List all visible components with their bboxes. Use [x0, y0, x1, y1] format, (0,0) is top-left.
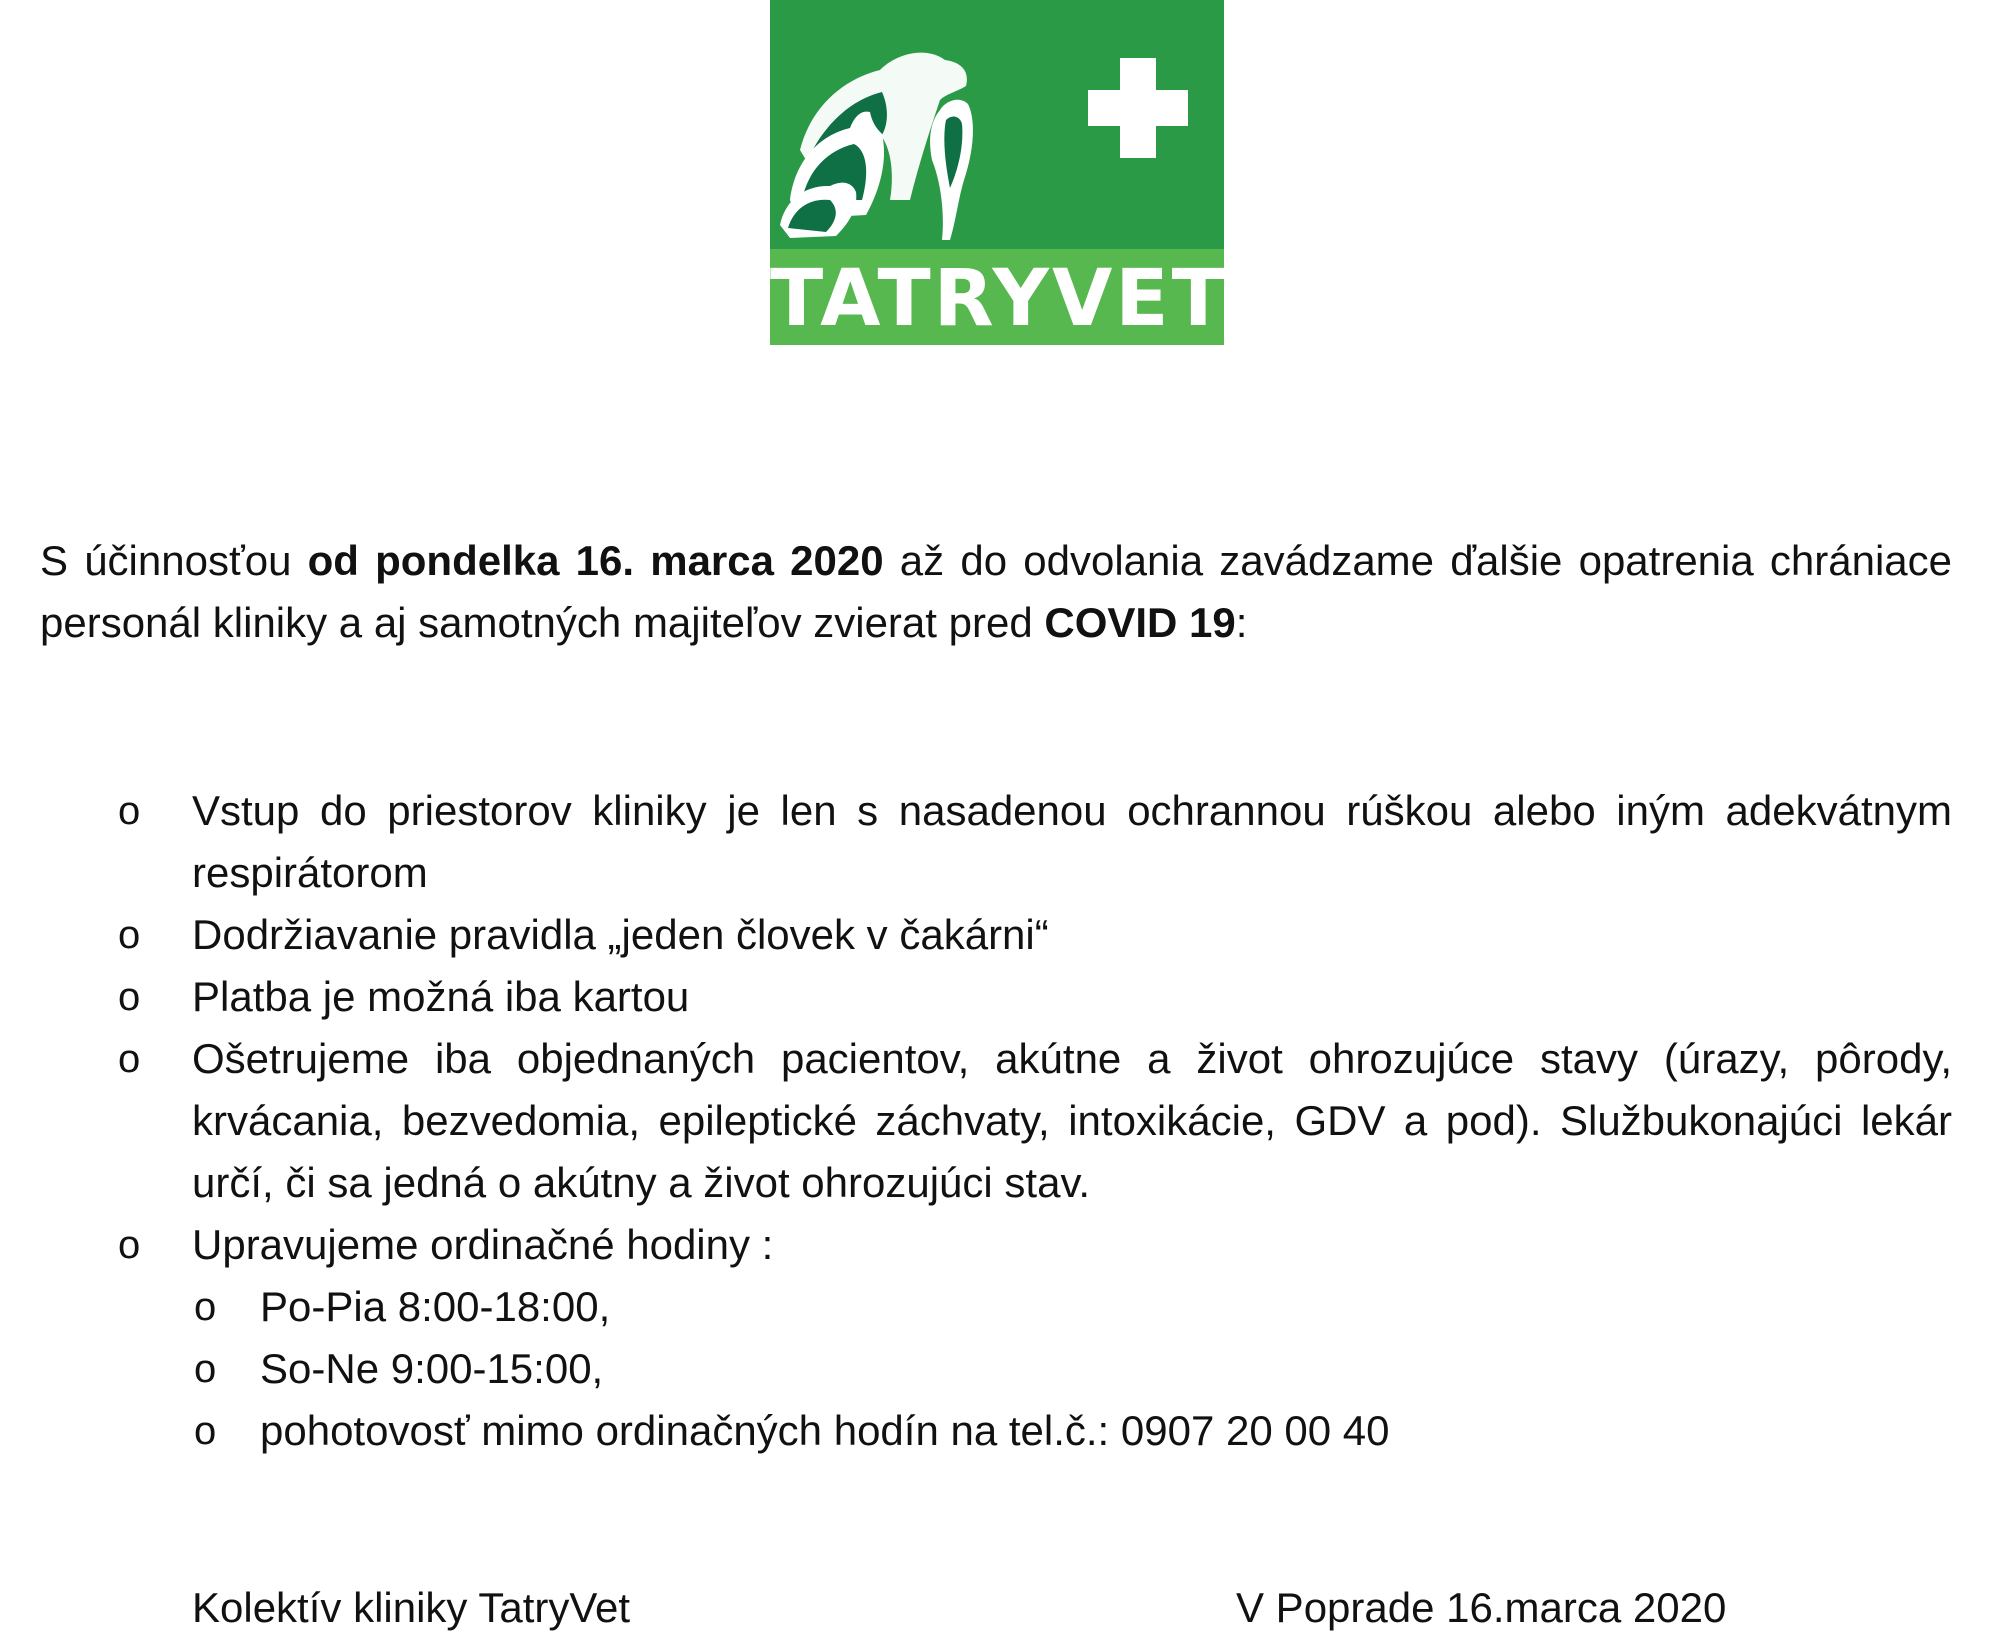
- medical-cross-icon: [1088, 58, 1188, 158]
- list-item: [118, 1028, 1952, 1214]
- measure-text: Platba je možná iba kartou: [192, 973, 690, 1020]
- intro-paragraph: [40, 530, 1952, 654]
- measure-text: Vstup do priestorov kliniky je len s nasadenou ochrannou rúškou alebo iným adekvátnym respirátorom: [192, 787, 1952, 896]
- measure-text: Dodržiavanie pravidla „jeden človek v čakárni“: [192, 911, 1049, 958]
- intro-text-1: S účinnosťou: [40, 537, 308, 584]
- bullet-glyph: o: [194, 1409, 217, 1453]
- list-item: [118, 1400, 1952, 1462]
- bullet-glyph: o: [118, 1223, 141, 1267]
- bullet-glyph: o: [118, 789, 141, 833]
- intro-text-3: :: [1235, 599, 1248, 646]
- tatryvet-logo: [770, 0, 1228, 345]
- hours-list: [118, 1276, 1952, 1462]
- logo-brand-text: TATRYVET: [770, 249, 1224, 345]
- measure-text: Upravujeme ordinačné hodiny :: [192, 1221, 774, 1268]
- footer-signature: Kolektív kliniky TatryVet: [192, 1584, 631, 1631]
- list-item: [118, 1338, 1952, 1400]
- bullet-glyph: o: [118, 913, 141, 957]
- list-item: [118, 1276, 1952, 1338]
- hours-text: Po-Pia 8:00-18:00,: [260, 1283, 611, 1330]
- hours-text: So-Ne 9:00-15:00,: [260, 1345, 604, 1392]
- list-item: [118, 1214, 1952, 1276]
- intro-date-bold: od pondelka 16. marca 2020: [307, 537, 884, 584]
- bullet-glyph: o: [194, 1347, 217, 1391]
- bullet-glyph: o: [194, 1285, 217, 1329]
- footer-place-date: V Poprade 16.marca 2020: [1236, 1584, 1727, 1631]
- intro-text-2: až do odvolania zavádzame ďalšie opatrenia chrániace personál kliniky a aj samotných majiteľov zvierat pred: [40, 537, 1953, 646]
- hours-text: pohotovosť mimo ordinačných hodín na tel.č.: 0907 20 00 40: [260, 1407, 1390, 1454]
- bullet-glyph: o: [118, 1037, 141, 1081]
- animals-silhouette-icon: [770, 0, 1224, 250]
- bullet-glyph: o: [118, 975, 141, 1019]
- list-item: [118, 904, 1952, 966]
- list-item: [118, 780, 1952, 904]
- list-item: [118, 966, 1952, 1028]
- intro-covid-bold: COVID 19: [1044, 599, 1236, 646]
- measures-list: [118, 780, 1952, 1276]
- measure-text: Ošetrujeme iba objednaných pacientov, akútne a život ohrozujúce stavy (úrazy, pôrody, krvácania, bezvedomia, epileptické záchvaty, intoxikácie, GDV a pod). Službukonajúci lekár určí, či sa jedná o akútny a život ohrozujúci stav.: [192, 1035, 1952, 1206]
